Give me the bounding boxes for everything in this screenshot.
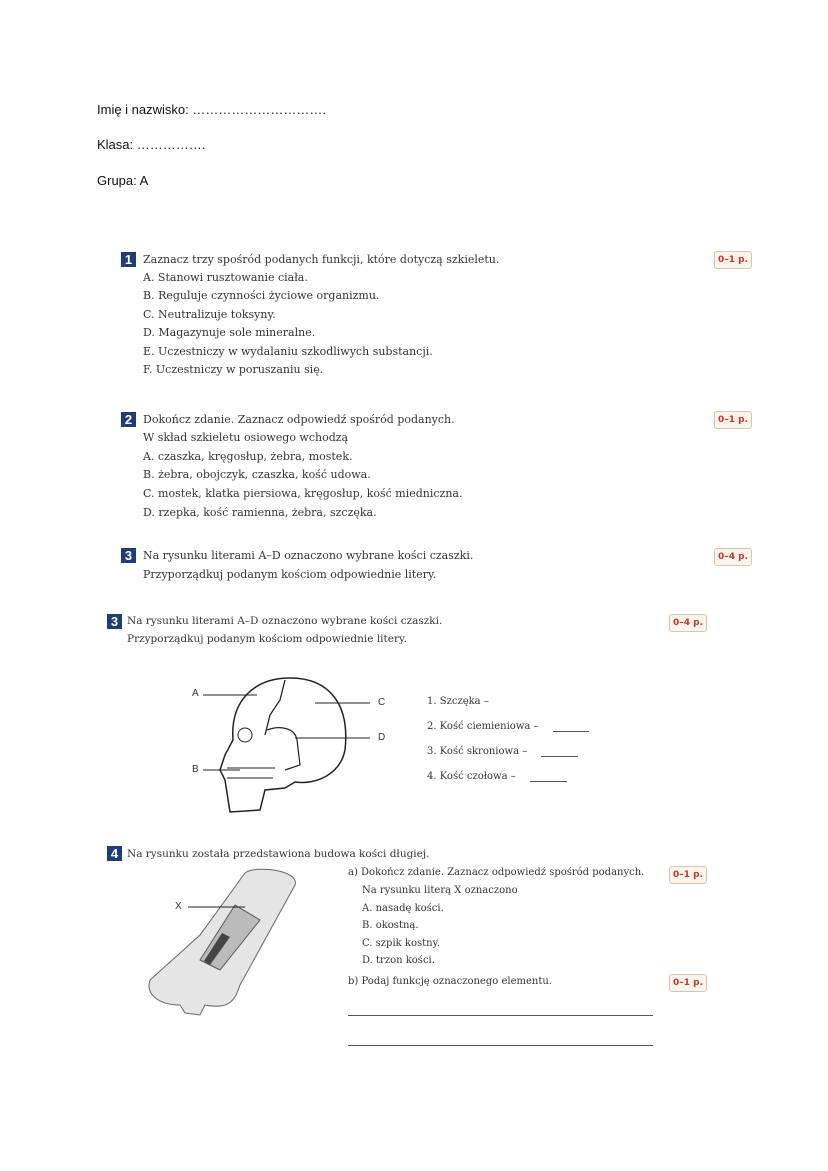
option[interactable]: F. Uczestniczy w poruszaniu się. — [143, 363, 324, 376]
answer-line[interactable] — [348, 1045, 653, 1046]
answer-blank[interactable] — [541, 756, 578, 757]
question-stem: Na rysunku literą X oznaczono — [362, 885, 518, 896]
question-number: 3 — [107, 614, 122, 629]
points-badge: 0–1 p. — [669, 974, 707, 992]
question-title: Zaznacz trzy spośród podanych funkcji, które dotyczą szkieletu. — [143, 253, 500, 266]
matching-item: 4. Kość czołowa – — [427, 771, 516, 782]
points-badge: 0–1 p. — [714, 251, 752, 269]
option[interactable]: D. rzepka, kość ramienna, żebra, szczęka. — [143, 506, 377, 519]
option[interactable]: B. okostną. — [362, 920, 419, 931]
skull-label-b: B — [192, 764, 199, 775]
skull-label-d: D — [378, 732, 386, 743]
question-number: 3 — [121, 548, 136, 563]
option[interactable]: E. Uczestniczy w wydalaniu szkodliwych substancji. — [143, 345, 433, 358]
points-badge: 0–4 p. — [669, 614, 707, 632]
question-number: 1 — [121, 252, 136, 267]
matching-item: 1. Szczęka – — [427, 696, 489, 707]
question-title: Dokończ zdanie. Zaznacz odpowiedź spośród podanych. — [143, 413, 455, 426]
question-number: 2 — [121, 412, 136, 427]
option[interactable]: C. szpik kostny. — [362, 938, 441, 949]
matching-item: 3. Kość skroniowa – — [427, 746, 528, 757]
answer-blank[interactable] — [530, 781, 567, 782]
subquestion-a-title: a) Dokończ zdanie. Zaznacz odpowiedź spośród podanych. — [348, 867, 645, 878]
skull-label-a: A — [192, 688, 199, 699]
option[interactable]: A. nasadę kości. — [362, 903, 444, 914]
long-bone-illustration — [140, 865, 305, 1020]
subquestion-b-title: b) Podaj funkcję oznaczonego elementu. — [348, 976, 552, 987]
option[interactable]: C. mostek, klatka piersiowa, kręgosłup, kość miedniczna. — [143, 487, 463, 500]
option[interactable]: D. trzon kości. — [362, 955, 435, 966]
matching-item: 2. Kość ciemieniowa – — [427, 721, 539, 732]
class-field[interactable]: Klasa: ……………. — [97, 137, 206, 152]
group-label: Grupa: A — [97, 173, 149, 188]
question-stem: W skład szkieletu osiowego wchodzą — [143, 431, 349, 444]
question-title: Na rysunku literami A–D oznaczono wybrane kości czaszki. — [127, 615, 443, 627]
skull-label-c: C — [378, 697, 386, 708]
answer-blank[interactable] — [553, 731, 589, 732]
question-number: 4 — [107, 846, 122, 861]
option[interactable]: D. Magazynuje sole mineralne. — [143, 326, 316, 339]
question-instruction: Przyporządkuj podanym kościom odpowiednie litery. — [143, 568, 437, 581]
question-title: Na rysunku została przedstawiona budowa kości długiej. — [127, 848, 430, 860]
skull-illustration — [185, 670, 405, 820]
name-field[interactable]: Imię i nazwisko: …………………………. — [97, 102, 326, 117]
option[interactable]: B. Reguluje czynności życiowe organizmu. — [143, 289, 380, 302]
question-title: Na rysunku literami A–D oznaczono wybrane kości czaszki. — [143, 549, 474, 562]
points-badge: 0–1 p. — [714, 411, 752, 429]
points-badge: 0–1 p. — [669, 866, 707, 884]
option[interactable]: A. czaszka, kręgosłup, żebra, mostek. — [143, 450, 353, 463]
question-instruction: Przyporządkuj podanym kościom odpowiednie litery. — [127, 633, 407, 645]
answer-line[interactable] — [348, 1015, 653, 1016]
option[interactable]: B. żebra, obojczyk, czaszka, kość udowa. — [143, 468, 371, 481]
points-badge: 0–4 p. — [714, 548, 752, 566]
bone-label-x: X — [175, 901, 182, 912]
option[interactable]: C. Neutralizuje toksyny. — [143, 308, 276, 321]
option[interactable]: A. Stanowi rusztowanie ciała. — [143, 271, 308, 284]
